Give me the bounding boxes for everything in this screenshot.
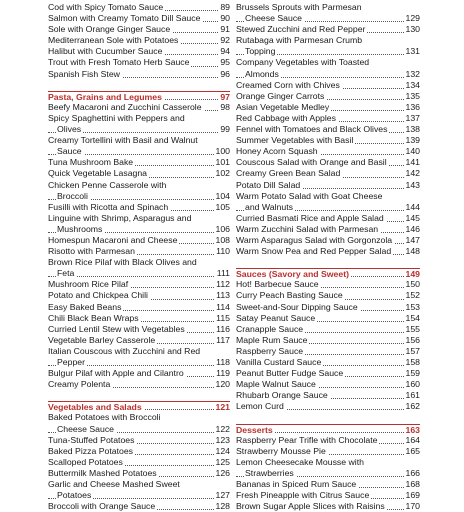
index-entry <box>236 57 420 68</box>
entry-title: Hot! Barbecue Sauce <box>236 279 319 290</box>
index-entry <box>48 490 230 501</box>
entry-title: Fennel with Tomatoes and Black Olives <box>236 124 388 135</box>
entry-title: Mushrooms <box>57 223 103 234</box>
entry-title: Creamy Green Bean Salad <box>236 168 341 179</box>
section-heading-title: Sauces (Savory and Sweet) <box>236 269 349 280</box>
entry-title: Salmon with Creamy Tomato Dill Sauce <box>48 13 201 24</box>
index-entry <box>48 2 230 13</box>
index-entry <box>48 457 230 468</box>
entry-title: Creamed Corn with Chives <box>236 79 340 90</box>
entry-page-number: 131 <box>405 46 420 57</box>
entry-page-number: 140 <box>405 146 420 157</box>
entry-title: Cheese Sauce <box>57 423 114 434</box>
entry-title: Maple Rum Sauce <box>236 334 308 345</box>
section-heading <box>236 268 420 279</box>
entry-title: Warm Potato Salad with Goat Cheese <box>236 190 383 201</box>
section-heading <box>48 91 230 102</box>
entry-page-number: 158 <box>405 357 420 367</box>
entry-page-number: 169 <box>405 490 420 501</box>
entry-page-number: 127 <box>215 490 230 501</box>
entry-title: Trout with Fresh Tomato Herb Sauce <box>48 57 190 68</box>
index-entry <box>236 235 420 246</box>
entry-page-number: 122 <box>215 423 230 434</box>
entry-title: Curry Peach Basting Sauce <box>236 290 343 301</box>
entry-title: Warm Asparagus Salad with Gorgonzola <box>236 234 393 245</box>
entry-title: Baked Potatoes with Broccoli <box>48 412 161 423</box>
index-entry <box>236 501 420 512</box>
index-entry <box>236 224 420 235</box>
entry-title: Mediterranean Sole with Potatoes <box>48 35 179 46</box>
index-entry <box>48 435 230 446</box>
index-entry <box>48 191 230 202</box>
index-entry <box>236 335 420 346</box>
entry-page-number: 138 <box>405 124 420 135</box>
index-entry <box>236 479 420 490</box>
entry-page-number: 120 <box>215 379 230 390</box>
entry-title: Raspberry Sauce <box>236 345 304 356</box>
section-heading <box>48 401 230 412</box>
entry-page-number: 110 <box>216 246 230 257</box>
section-heading-title: Pasta, Grains and Legumes <box>48 91 162 102</box>
index-entry <box>236 490 420 501</box>
index-entry <box>236 180 420 191</box>
index-entry <box>236 13 420 24</box>
index-entry <box>48 13 230 24</box>
entry-page-number: 91 <box>220 24 230 35</box>
entry-title: Sauce <box>57 146 82 157</box>
entry-page-number: 128 <box>215 501 230 512</box>
entry-page-number: 94 <box>220 46 230 57</box>
index-entry <box>48 368 230 379</box>
entry-page-number: 89 <box>220 2 230 12</box>
index-entry <box>236 357 420 368</box>
index-entry <box>48 46 230 57</box>
entry-page-number: 111 <box>216 268 230 279</box>
index-entry <box>48 224 230 235</box>
section-spacer <box>236 257 420 268</box>
entry-title: Company Vegetables with Toasted <box>236 57 370 68</box>
entry-title: Bananas in Spiced Rum Sauce <box>236 479 357 490</box>
index-entry <box>48 113 230 124</box>
entry-title: Stewed Zucchini and Red Pepper <box>236 24 366 35</box>
entry-title: Sole with Orange Ginger Sauce <box>48 24 171 35</box>
index-entry <box>236 246 420 257</box>
entry-title: Baked Pizza Potatoes <box>48 445 133 456</box>
entry-title: Curried Basmati Rice and Apple Salad <box>236 212 384 223</box>
index-entry <box>48 135 230 146</box>
entry-page-number: 154 <box>405 312 420 323</box>
index-entry <box>48 202 230 213</box>
entry-title: Warm Snow Pea and Red Pepper Salad <box>236 246 392 257</box>
entry-title: Scalloped Potatoes <box>48 456 123 467</box>
entry-page-number: 165 <box>405 445 420 456</box>
entry-title: Topping <box>245 46 276 57</box>
index-entry <box>236 302 420 313</box>
entry-page-number: 124 <box>215 445 230 456</box>
entry-page-number: 121 <box>215 402 230 413</box>
index-column-right <box>236 2 420 512</box>
index-entry <box>236 446 420 457</box>
entry-title: Couscous Salad with Orange and Basil <box>236 157 387 168</box>
index-entry <box>48 268 230 279</box>
index-entry <box>236 379 420 390</box>
index-entry <box>236 80 420 91</box>
entry-title: Creamy Tortellini with Basil and Walnut <box>48 135 198 146</box>
entry-page-number: 155 <box>405 323 420 334</box>
entry-title: Potatoes <box>57 490 92 501</box>
entry-title: Halibut with Cucumber Sauce <box>48 46 163 57</box>
entry-page-number: 134 <box>405 79 420 90</box>
entry-title: Broccoli with Orange Sauce <box>48 501 156 512</box>
section-spacer <box>48 390 230 401</box>
index-entry <box>236 157 420 168</box>
entry-title: Orange Ginger Carrots <box>236 90 325 101</box>
entry-title: Chicken Penne Casserole with <box>48 179 167 190</box>
index-entry <box>48 290 230 301</box>
entry-title: Maple Walnut Sauce <box>236 379 316 390</box>
index-entry <box>48 180 230 191</box>
section-heading <box>236 424 420 435</box>
entry-title: Beefy Macaroni and Zucchini Casserole <box>48 101 202 112</box>
index-entry <box>236 146 420 157</box>
entry-page-number: 141 <box>405 157 420 168</box>
index-entry <box>48 379 230 390</box>
index-entry <box>236 435 420 446</box>
entry-title: Feta <box>57 268 75 279</box>
entry-page-number: 152 <box>405 290 420 301</box>
entry-title: Vanilla Custard Sauce <box>236 357 322 367</box>
entry-page-number: 90 <box>220 13 230 24</box>
entry-page-number: 100 <box>215 146 230 157</box>
entry-title: Lemon Cheesecake Mousse with <box>236 456 364 467</box>
entry-title: Sweet-and-Sour Dipping Sauce <box>236 301 358 312</box>
entry-title: Summer Vegetables with Basil <box>236 135 354 146</box>
entry-page-number: 147 <box>405 234 420 245</box>
index-entry <box>48 324 230 335</box>
section-spacer <box>48 80 230 91</box>
entry-title: Brown Sugar Apple Slices with Raisins <box>236 501 385 512</box>
index-entry <box>48 102 230 113</box>
index-entry <box>48 446 230 457</box>
index-entry <box>236 290 420 301</box>
entry-page-number: 129 <box>405 13 420 24</box>
index-entry <box>236 346 420 357</box>
entry-page-number: 116 <box>216 323 230 334</box>
entry-page-number: 125 <box>215 456 230 467</box>
index-entry <box>48 24 230 35</box>
index-entry <box>236 202 420 213</box>
index-entry <box>48 246 230 257</box>
entry-title: Pepper <box>57 357 86 367</box>
entry-title: Warm Zucchini Salad with Parmesan <box>236 223 379 234</box>
index-entry <box>236 213 420 224</box>
entry-page-number: 145 <box>405 212 420 223</box>
entry-page-number: 160 <box>405 379 420 390</box>
entry-title: Garlic and Cheese Mashed Sweet <box>48 479 180 490</box>
entry-title: Tuna-Stuffed Potatoes <box>48 434 135 445</box>
entry-page-number: 163 <box>405 424 420 435</box>
entry-title: Peanut Butter Fudge Sauce <box>236 368 344 379</box>
entry-page-number: 132 <box>405 68 420 79</box>
entry-title: Raspberry Pear Trifle with Chocolate <box>236 434 378 445</box>
index-entry <box>236 401 420 412</box>
index-entry <box>236 113 420 124</box>
entry-page-number: 157 <box>405 345 420 356</box>
entry-title: Cranapple Sauce <box>236 323 304 334</box>
entry-page-number: 92 <box>220 35 230 46</box>
entry-title: Curried Lentil Stew with Vegetables <box>48 323 185 334</box>
entry-title: Broccoli <box>57 190 88 201</box>
entry-title: Rhubarb Orange Sauce <box>236 390 328 401</box>
index-entry <box>236 102 420 113</box>
index-entry <box>236 69 420 80</box>
entry-title: Easy Baked Beans <box>48 301 122 312</box>
entry-page-number: 112 <box>216 279 230 290</box>
entry-title: Potato and Chickpea Chili <box>48 290 148 301</box>
index-entry <box>236 279 420 290</box>
entry-page-number: 115 <box>216 312 230 323</box>
entry-page-number: 118 <box>216 357 230 367</box>
entry-page-number: 117 <box>216 334 230 345</box>
entry-page-number: 114 <box>216 301 230 312</box>
entry-page-number: 126 <box>215 467 230 478</box>
entry-page-number: 146 <box>405 223 420 234</box>
index-entry <box>48 257 230 268</box>
entry-title: Spicy Spaghettini with Peppers and <box>48 112 185 123</box>
index-entry <box>48 313 230 324</box>
entry-page-number: 102 <box>215 168 230 179</box>
entry-title: Creamy Polenta <box>48 379 111 390</box>
index-entry <box>48 346 230 357</box>
index-entry <box>236 468 420 479</box>
index-entry <box>48 279 230 290</box>
index-entry <box>236 168 420 179</box>
index-entry <box>48 35 230 46</box>
entry-page-number: 148 <box>405 246 420 257</box>
entry-page-number: 164 <box>405 434 420 445</box>
index-entry <box>236 313 420 324</box>
entry-title: and Walnuts <box>245 201 293 212</box>
index-entry <box>48 357 230 368</box>
entry-title: Bulgur Pilaf with Apple and Cilantro <box>48 368 184 379</box>
index-entry <box>48 69 230 80</box>
entry-page-number: 139 <box>405 135 420 146</box>
index-entry <box>48 168 230 179</box>
index-entry <box>48 235 230 246</box>
entry-title: Rutabaga with Parmesan Crumb <box>236 35 363 46</box>
section-heading-title: Vegetables and Salads <box>48 402 142 413</box>
entry-page-number: 137 <box>405 112 420 123</box>
entry-title: Lemon Curd <box>236 401 284 412</box>
entry-title: Asian Vegetable Medley <box>236 101 330 112</box>
entry-page-number: 96 <box>220 68 230 79</box>
entry-title: Cod with Spicy Tomato Sauce <box>48 2 164 12</box>
entry-title: Mushroom Rice Pilaf <box>48 279 129 290</box>
entry-title: Olives <box>57 124 82 135</box>
index-entry <box>236 324 420 335</box>
entry-title: Brown Rice Pilaf with Black Olives and <box>48 257 197 268</box>
index-entry <box>236 390 420 401</box>
index-entry <box>236 91 420 102</box>
entry-page-number: 161 <box>405 390 420 401</box>
section-heading-title: Desserts <box>236 424 273 435</box>
index-entry <box>236 124 420 135</box>
entry-title: Quick Vegetable Lasagna <box>48 168 148 179</box>
index-entry <box>236 457 420 468</box>
entry-page-number: 170 <box>405 501 420 512</box>
index-entry <box>236 46 420 57</box>
entry-title: Almonds <box>245 68 279 79</box>
entry-page-number: 108 <box>215 234 230 245</box>
entry-title: Red Cabbage with Apples <box>236 112 336 123</box>
index-entry <box>48 213 230 224</box>
entry-page-number: 159 <box>405 368 420 379</box>
entry-page-number: 113 <box>216 290 230 301</box>
entry-page-number: 166 <box>405 467 420 478</box>
entry-title: Strawberry Mousse Pie <box>236 445 326 456</box>
entry-title: Buttermilk Mashed Potatoes <box>48 467 157 478</box>
index-entry <box>48 424 230 435</box>
entry-page-number: 98 <box>220 101 230 112</box>
index-entry <box>48 501 230 512</box>
entry-page-number: 143 <box>405 179 420 190</box>
entry-page-number: 149 <box>405 269 420 280</box>
index-entry <box>236 368 420 379</box>
index-entry <box>48 57 230 68</box>
entry-title: Fusilli with Ricotta and Spinach <box>48 201 169 212</box>
index-entry <box>48 412 230 423</box>
entry-page-number: 135 <box>405 90 420 101</box>
entry-title: Brussels Sprouts with Parmesan <box>236 2 362 12</box>
entry-title: Chili Black Bean Wraps <box>48 312 139 323</box>
entry-title: Risotto with Parmesan <box>48 246 135 257</box>
entry-title: Potato Dill Salad <box>236 179 301 190</box>
index-entry <box>48 479 230 490</box>
entry-title: Honey Acorn Squash <box>236 146 318 157</box>
entry-page-number: 97 <box>220 91 230 102</box>
index-entry <box>48 468 230 479</box>
index-entry <box>48 302 230 313</box>
entry-page-number: 150 <box>405 279 420 290</box>
entry-page-number: 136 <box>405 101 420 112</box>
entry-page-number: 105 <box>215 201 230 212</box>
entry-title: Tuna Mushroom Bake <box>48 157 134 168</box>
entry-title: Satay Peanut Sauce <box>236 312 316 323</box>
entry-page-number: 95 <box>220 57 230 68</box>
entry-page-number: 106 <box>215 223 230 234</box>
entry-page-number: 104 <box>215 190 230 201</box>
entry-title: Spanish Fish Stew <box>48 68 120 79</box>
index-entry <box>236 191 420 202</box>
entry-page-number: 156 <box>405 334 420 345</box>
index-entry <box>236 24 420 35</box>
entry-page-number: 142 <box>405 168 420 179</box>
entry-page-number: 144 <box>405 201 420 212</box>
entry-page-number: 101 <box>215 157 230 168</box>
index-entry <box>48 124 230 135</box>
index-column-left <box>48 2 230 512</box>
entry-title: Fresh Pineapple with Citrus Sauce <box>236 490 370 501</box>
index-entry <box>236 35 420 46</box>
entry-title: Cheese Sauce <box>245 13 302 24</box>
entry-title: Homespun Macaroni and Cheese <box>48 234 178 245</box>
index-entry <box>48 157 230 168</box>
entry-page-number: 130 <box>405 24 420 35</box>
index-entry <box>48 335 230 346</box>
entry-page-number: 119 <box>216 368 230 379</box>
entry-page-number: 153 <box>405 301 420 312</box>
index-entry <box>236 2 420 13</box>
entry-title: Strawberries <box>245 467 294 478</box>
index-entry <box>48 146 230 157</box>
entry-page-number: 123 <box>215 434 230 445</box>
entry-page-number: 162 <box>405 401 420 412</box>
entry-page-number: 168 <box>405 479 420 490</box>
entry-title: Italian Couscous with Zucchini and Red <box>48 345 201 356</box>
section-spacer <box>236 412 420 423</box>
index-entry <box>236 135 420 146</box>
entry-page-number: 99 <box>220 124 230 135</box>
entry-title: Vegetable Barley Casserole <box>48 334 156 345</box>
entry-title: Linguine with Shrimp, Asparagus and <box>48 212 192 223</box>
